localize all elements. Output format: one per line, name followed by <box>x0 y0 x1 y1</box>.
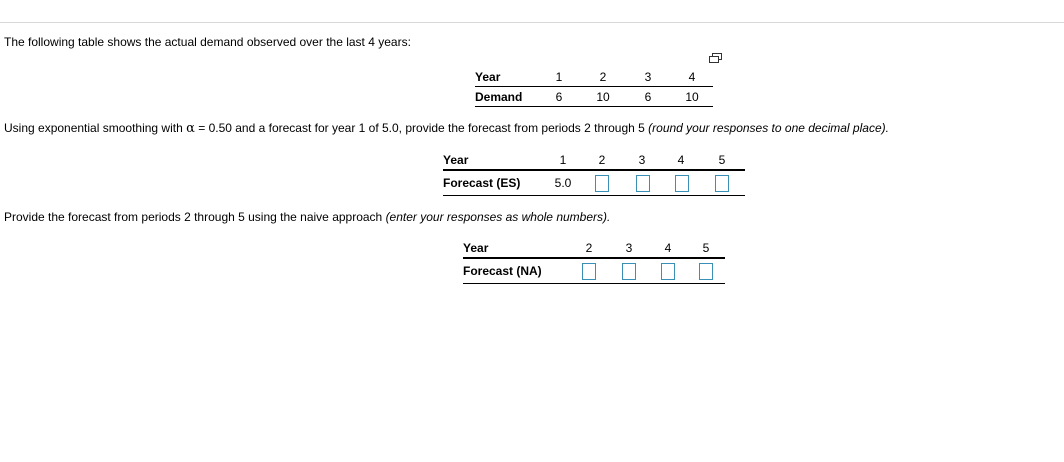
na-prompt <box>4 210 610 224</box>
table-row <box>475 87 713 107</box>
na-forecast-input-3[interactable] <box>622 263 636 280</box>
row-label-year: Year <box>463 241 489 255</box>
year-cell: 5 <box>718 153 726 167</box>
demand-cell: 6 <box>644 90 652 104</box>
intro-text: The following table shows the actual demand observed over the last 4 years: <box>4 35 411 49</box>
table-row <box>475 67 713 87</box>
demand-table <box>475 67 713 107</box>
es-forecast-table <box>443 149 745 196</box>
table-row <box>443 173 745 193</box>
row-label-forecast-es: Forecast (ES) <box>443 176 521 190</box>
year-cell: 4 <box>688 70 696 84</box>
es-forecast-input-4[interactable] <box>675 175 689 192</box>
year1-forecast: 5.0 <box>554 176 572 190</box>
year-cell: 3 <box>644 70 652 84</box>
es-instruction: (round your responses to one decimal place). <box>648 121 889 135</box>
na-prompt-text: Provide the forecast from periods 2 through 5 using the naive approach <box>4 210 386 224</box>
year-cell: 1 <box>559 153 567 167</box>
row-label-year: Year <box>475 70 501 84</box>
year-cell: 4 <box>677 153 685 167</box>
table-divider <box>443 169 745 171</box>
alpha-symbol: α <box>186 121 195 136</box>
es-forecast-input-5[interactable] <box>715 175 729 192</box>
demand-cell: 10 <box>685 90 699 104</box>
table-divider <box>463 257 725 259</box>
es-forecast-input-2[interactable] <box>595 175 609 192</box>
table-bottom-rule <box>475 106 713 107</box>
demand-cell: 6 <box>555 90 563 104</box>
na-instruction: (enter your responses as whole numbers). <box>385 210 611 224</box>
top-divider <box>0 22 1064 23</box>
table-bottom-rule <box>443 195 745 196</box>
copy-to-clipboard-icon[interactable] <box>709 53 722 63</box>
es-prompt-text: Using exponential smoothing with <box>4 121 187 135</box>
demand-cell: 10 <box>596 90 610 104</box>
year-cell: 2 <box>599 70 607 84</box>
na-forecast-table <box>463 237 725 284</box>
es-prompt <box>4 121 889 136</box>
row-label-demand: Demand <box>475 90 523 104</box>
year-cell: 2 <box>585 241 593 255</box>
row-label-year: Year <box>443 153 469 167</box>
table-bottom-rule <box>463 283 725 284</box>
na-forecast-input-2[interactable] <box>582 263 596 280</box>
year-cell: 2 <box>598 153 606 167</box>
year-cell: 4 <box>664 241 672 255</box>
na-forecast-input-4[interactable] <box>661 263 675 280</box>
es-prompt-text-2: = 0.50 and a forecast for year 1 of 5.0, provide the forecast from periods 2 through 5 <box>194 121 649 135</box>
year-cell: 3 <box>638 153 646 167</box>
year-cell: 1 <box>555 70 563 84</box>
es-forecast-input-3[interactable] <box>636 175 650 192</box>
year-cell: 3 <box>625 241 633 255</box>
table-row <box>443 150 745 170</box>
table-row <box>463 238 725 258</box>
row-label-forecast-na: Forecast (NA) <box>463 264 542 278</box>
na-forecast-input-5[interactable] <box>699 263 713 280</box>
year-cell: 5 <box>702 241 710 255</box>
